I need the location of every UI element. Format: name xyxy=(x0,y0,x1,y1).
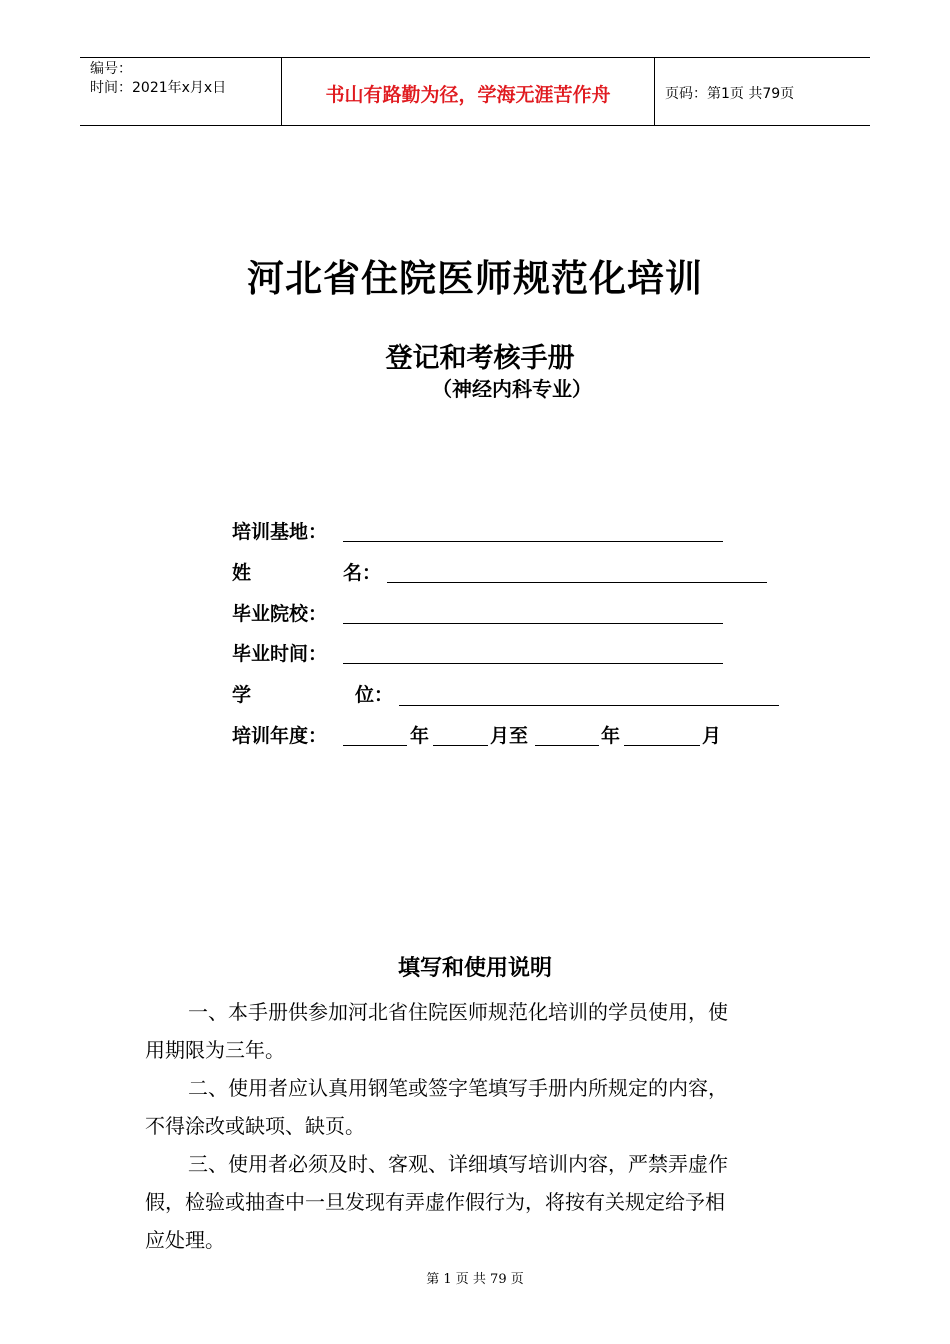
header-motto-cell xyxy=(281,58,655,125)
start-year-field[interactable] xyxy=(343,745,407,746)
name-label-part2: 名： xyxy=(343,562,382,584)
instruction-paragraph-1 xyxy=(145,993,795,1069)
name-field[interactable] xyxy=(387,582,767,583)
header-page-cell xyxy=(655,58,870,125)
end-month-field[interactable] xyxy=(624,745,700,746)
instruction-paragraph-2 xyxy=(145,1069,795,1145)
paragraph-2-line-2: 不得涂改或缺项、缺页。 xyxy=(145,1114,365,1138)
paragraph-2-line-1: 二、使用者应认真用钢笔或签字笔填写手册内所规定的内容， xyxy=(188,1076,728,1100)
training-base-field[interactable] xyxy=(343,541,723,542)
start-month-field[interactable] xyxy=(433,745,488,746)
training-base-label: 培训基地： xyxy=(232,521,328,543)
degree-field[interactable] xyxy=(399,705,779,706)
start-year-unit: 年 xyxy=(410,725,430,747)
end-month-unit: 月 xyxy=(702,725,722,747)
end-year-field[interactable] xyxy=(535,745,599,746)
degree-label-part1: 学 xyxy=(232,684,252,706)
header-page-label: 页码：第1页 共79页 xyxy=(665,86,795,102)
paragraph-3-line-2: 假，检验或抽查中一旦发现有弄虚作假行为，将按有关规定给予相 xyxy=(145,1190,725,1214)
instruction-paragraph-3 xyxy=(145,1145,795,1259)
month-to-label: 月至 xyxy=(490,725,529,747)
specialty-label: （神经内科专业） xyxy=(432,377,592,401)
paragraph-1-line-2: 用期限为三年。 xyxy=(145,1038,285,1062)
document-header xyxy=(80,57,870,126)
graduate-school-label: 毕业院校： xyxy=(232,603,328,625)
document-title: 河北省住院医师规范化培训 xyxy=(247,257,703,300)
page-footer: 第 1 页 共 79 页 xyxy=(426,1272,524,1287)
document-subtitle: 登记和考核手册 xyxy=(385,343,575,374)
end-year-unit: 年 xyxy=(601,725,621,747)
paragraph-3-line-3: 应处理。 xyxy=(145,1228,225,1252)
name-label-part1: 姓 xyxy=(232,562,252,584)
graduation-time-field[interactable] xyxy=(343,663,723,664)
paragraph-1-line-1: 一、本手册供参加河北省住院医师规范化培训的学员使用，使 xyxy=(188,1000,728,1024)
paragraph-3-line-1: 三、使用者必须及时、客观、详细填写培训内容，严禁弄虚作 xyxy=(188,1152,728,1176)
motto-text: 书山有路勤为径，学海无涯苦作舟 xyxy=(325,84,611,106)
training-year-label: 培训年度： xyxy=(232,725,328,747)
instructions-title: 填写和使用说明 xyxy=(397,955,552,981)
header-meta-cell xyxy=(80,58,281,125)
date-label: 时间：2021年x月x日 xyxy=(90,80,227,96)
graduate-school-field[interactable] xyxy=(343,623,723,624)
graduation-time-label: 毕业时间： xyxy=(232,643,328,665)
degree-label-part2: 位： xyxy=(355,684,394,706)
serial-number-label: 编号： xyxy=(90,61,132,77)
